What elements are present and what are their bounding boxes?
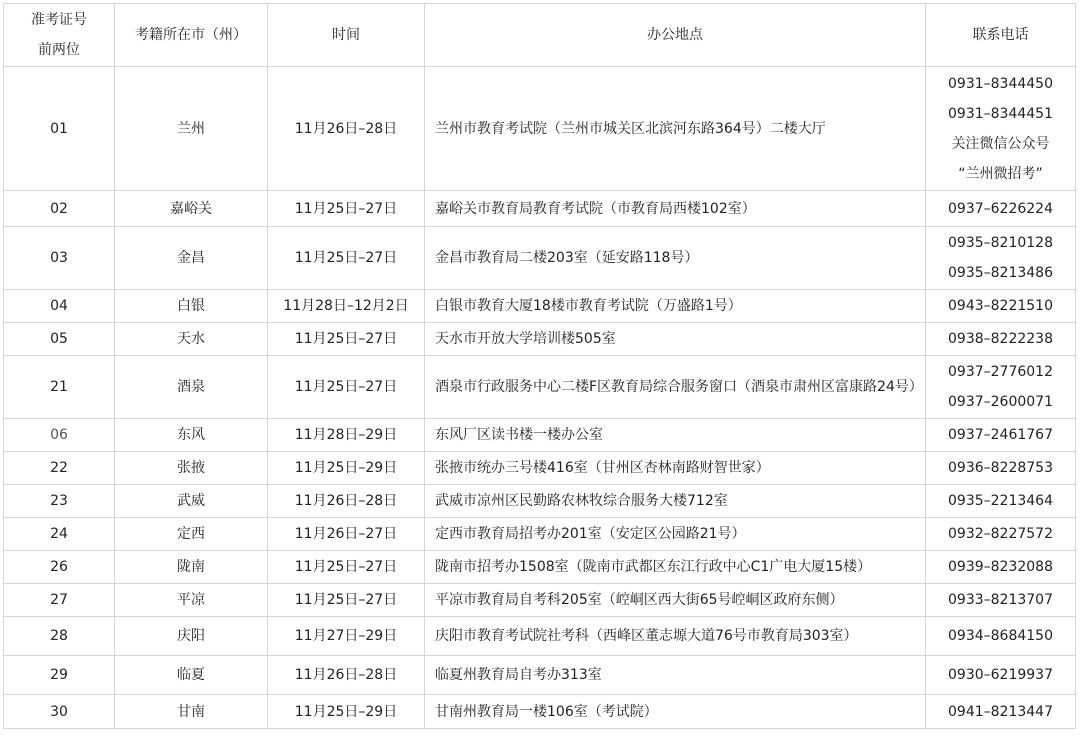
- header-city: 考籍所在市（州）: [115, 4, 268, 67]
- table-row: [4, 290, 1076, 323]
- cell-time: 11月25日–27日: [268, 551, 425, 584]
- phone-line: 0931–8344451: [948, 105, 1053, 122]
- cell-phone: [926, 617, 1076, 656]
- header-phone: 联系电话: [926, 4, 1076, 67]
- cell-place: 陇南市招考办1508室（陇南市武都区东江行政中心C1广电大厦15楼）: [425, 551, 926, 584]
- cell-phone: [926, 191, 1076, 227]
- phone-line: 0937–2776012: [948, 364, 1053, 380]
- cell-city: 庆阳: [115, 617, 268, 656]
- cell-code: 26: [4, 551, 115, 584]
- cell-city: 张掖: [115, 452, 268, 485]
- phone-line: 0937–6226224: [948, 200, 1053, 217]
- cell-place: 张掖市统办三号楼416室（甘州区杏林南路财智世家）: [425, 452, 926, 485]
- header-code: [4, 4, 115, 67]
- table-row: [4, 518, 1076, 551]
- cell-code: 28: [4, 617, 115, 656]
- table-row: [4, 356, 1076, 419]
- cell-city: 东风: [115, 419, 268, 452]
- cell-time: 11月25日–29日: [268, 695, 425, 729]
- cell-city: 嘉峪关: [115, 191, 268, 227]
- cell-code: 29: [4, 656, 115, 695]
- phone-line: 0941–8213447: [948, 703, 1053, 720]
- cell-place: 庆阳市教育考试院社考科（西峰区董志塬大道76号市教育局303室）: [425, 617, 926, 656]
- cell-time: 11月27日–29日: [268, 617, 425, 656]
- cell-city: 陇南: [115, 551, 268, 584]
- cell-place: 天水市开放大学培训楼505室: [425, 323, 926, 356]
- table-row: [4, 227, 1076, 290]
- phone-line: 0933–8213707: [948, 592, 1053, 608]
- cell-time: 11月25日–27日: [268, 227, 425, 290]
- table-row: [4, 656, 1076, 695]
- cell-code: 04: [4, 290, 115, 323]
- phone-line: 0937–2600071: [948, 394, 1053, 410]
- cell-code: 06: [4, 419, 115, 452]
- cell-time: 11月28日–12月2日: [268, 290, 425, 323]
- table-row: [4, 419, 1076, 452]
- cell-time: 11月26日–28日: [268, 485, 425, 518]
- phone-line: 0935–8210128: [948, 235, 1053, 251]
- phone-line: 0935–8213486: [948, 265, 1053, 281]
- cell-place: 金昌市教育局二楼203室（延安路118号）: [425, 227, 926, 290]
- cell-phone: [926, 518, 1076, 551]
- cell-time: 11月25日–27日: [268, 584, 425, 617]
- cell-place: 酒泉市行政服务中心二楼F区教育局综合服务窗口（酒泉市肃州区富康路24号）: [425, 356, 926, 419]
- cell-code: 22: [4, 452, 115, 485]
- cell-time: 11月25日–27日: [268, 356, 425, 419]
- phone-line: 0939–8232088: [948, 559, 1053, 575]
- table-row: [4, 617, 1076, 656]
- cell-city: 兰州: [115, 67, 268, 191]
- cell-time: 11月26日–28日: [268, 67, 425, 191]
- cell-time: 11月26日–27日: [268, 518, 425, 551]
- cell-code: 27: [4, 584, 115, 617]
- cell-city: 定西: [115, 518, 268, 551]
- cell-code: 01: [4, 67, 115, 191]
- phone-line: 0938–8222238: [948, 331, 1053, 347]
- header-code-line-1: 准考证号: [31, 12, 87, 28]
- phone-line: 0936–8228753: [948, 460, 1053, 476]
- phone-line: 0931–8344450: [948, 75, 1053, 92]
- cell-city: 金昌: [115, 227, 268, 290]
- cell-time: 11月25日–29日: [268, 452, 425, 485]
- cell-city: 天水: [115, 323, 268, 356]
- cell-place: 兰州市教育考试院（兰州市城关区北滨河东路364号）二楼大厅: [425, 67, 926, 191]
- cell-city: 甘南: [115, 695, 268, 729]
- table-row: [4, 191, 1076, 227]
- table-row: [4, 485, 1076, 518]
- cell-phone: [926, 356, 1076, 419]
- cell-time: 11月25日–27日: [268, 191, 425, 227]
- cell-place: 临夏州教育局自考办313室: [425, 656, 926, 695]
- table-row: [4, 323, 1076, 356]
- cell-code: 21: [4, 356, 115, 419]
- cell-place: 东风厂区读书楼一楼办公室: [425, 419, 926, 452]
- phone-line: “兰州微招考”: [958, 165, 1043, 182]
- cell-city: 平凉: [115, 584, 268, 617]
- cell-time: 11月26日–28日: [268, 656, 425, 695]
- phone-line: 关注微信公众号: [951, 135, 1050, 152]
- cell-city: 武威: [115, 485, 268, 518]
- cell-phone: [926, 290, 1076, 323]
- phone-line: 0935–2213464: [948, 493, 1053, 509]
- cell-place: 白银市教育大厦18楼市教育考试院（万盛路1号）: [425, 290, 926, 323]
- cell-phone: [926, 67, 1076, 191]
- header-time: 时间: [268, 4, 425, 67]
- cell-phone: [926, 695, 1076, 729]
- cell-phone: [926, 452, 1076, 485]
- phone-line: 0932–8227572: [948, 526, 1053, 542]
- cell-code: 03: [4, 227, 115, 290]
- cell-code: 02: [4, 191, 115, 227]
- cell-city: 白银: [115, 290, 268, 323]
- cell-code: 30: [4, 695, 115, 729]
- phone-line: 0943–8221510: [948, 298, 1053, 314]
- cell-phone: [926, 656, 1076, 695]
- cell-place: 平凉市教育局自考科205室（崆峒区西大街65号崆峒区政府东侧）: [425, 584, 926, 617]
- table-row: [4, 551, 1076, 584]
- cell-time: 11月25日–27日: [268, 323, 425, 356]
- header-code-line-2: 前两位: [38, 42, 80, 58]
- cell-code: 23: [4, 485, 115, 518]
- table-row: [4, 584, 1076, 617]
- cell-phone: [926, 485, 1076, 518]
- phone-line: 0937–2461767: [948, 427, 1053, 443]
- cell-code: 05: [4, 323, 115, 356]
- cell-place: 武威市凉州区民勤路农林牧综合服务大楼712室: [425, 485, 926, 518]
- cell-time: 11月28日–29日: [268, 419, 425, 452]
- header-row: [4, 4, 1076, 67]
- table-row: [4, 452, 1076, 485]
- table-body: [4, 67, 1076, 729]
- header-place: 办公地点: [425, 4, 926, 67]
- cell-place: 定西市教育局招考办201室（安定区公园路21号）: [425, 518, 926, 551]
- exam-office-table: [3, 3, 1076, 729]
- cell-place: 嘉峪关市教育局教育考试院（市教育局西楼102室）: [425, 191, 926, 227]
- cell-phone: [926, 227, 1076, 290]
- cell-place: 甘南州教育局一楼106室（考试院）: [425, 695, 926, 729]
- cell-city: 临夏: [115, 656, 268, 695]
- table-row: [4, 67, 1076, 191]
- cell-phone: [926, 323, 1076, 356]
- cell-code: 24: [4, 518, 115, 551]
- cell-phone: [926, 419, 1076, 452]
- cell-city: 酒泉: [115, 356, 268, 419]
- table-row: [4, 695, 1076, 729]
- cell-phone: [926, 551, 1076, 584]
- cell-phone: [926, 584, 1076, 617]
- phone-line: 0934–8684150: [948, 628, 1053, 644]
- table-header: [4, 4, 1076, 67]
- phone-line: 0930–6219937: [948, 667, 1053, 683]
